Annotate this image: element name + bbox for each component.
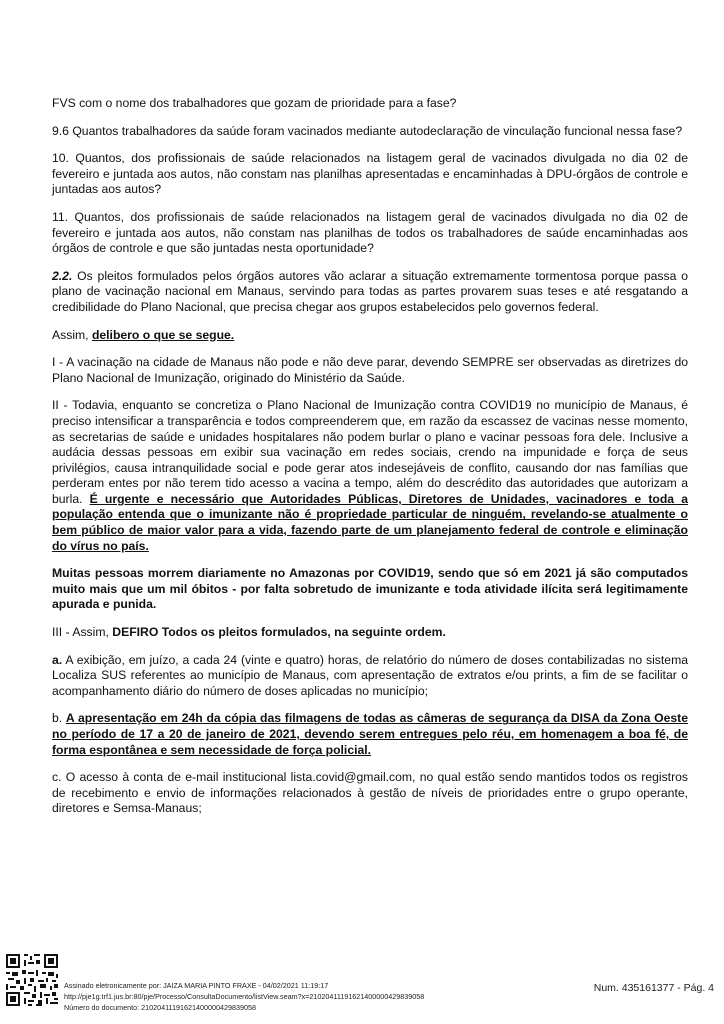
paragraph-iii-text: III - Assim, [52,625,113,640]
paragraph-a [52,653,688,700]
section-number: 2.2. [52,268,73,283]
paragraph-fvs: FVS com o nome dos trabalhadores que gozam de prioridade para a fase? [52,96,457,110]
item-a-text: A exibição, em juízo, a cada 24 (vinte e quatro) horas, de relatório do número de doses contabilizadas no sistema Localiza SUS referentes ao município de Manaus, com apresentação de extratos e/ou prints, a fim de se facilitar o acompanhamento diário do número de doses aplicadas no município; [52,652,688,698]
assim-text: Assim, [52,327,92,342]
paragraph-2-2-text: Os pleitos formulados pelos órgãos autores vão aclarar a situação extremamente tormentosa porque passa o plano de vacinação nacional em Manaus, servindo para todas as partes provarem suas teses e até resgatando a credibilidade do Plano Nacional, que precisa chegar aos grupos estabelecidos pelo governos federal. [52,268,688,314]
paragraph-covid-deaths: Muitas pessoas morrem diariamente no Amazonas por COVID19, sendo que só em 2021 já são computados muito mais que um mil óbitos - por falta sobretudo de imunizante e toda atividade ilícita será legitimamente apurada e punida. [52,566,688,612]
page-footer [0,952,724,1024]
document-number: Número do documento: 21020411191621400000429839058 [64,1003,256,1012]
delibero-text: delibero o que se segue. [91,327,235,342]
qr-code-icon [4,952,60,1008]
paragraph-2-2 [52,269,688,316]
item-a-label: a. [52,652,63,667]
signature-block [64,980,424,1013]
item-b-label: b. [52,711,66,726]
paragraph-c: c. O acesso à conta de e-mail institucional lista.covid@gmail.com, no qual estão sendo mantidos todos os registros de recebimento e envio de informações relacionados à gestão de níveis de prioridades entre o grupo operante, diretores e Semsa-Manaus; [52,770,688,816]
paragraph-i: I - A vacinação na cidade de Manaus não pode e não deve parar, devendo SEMPRE ser observadas as diretrizes do Plano Nacional de Imunização, originado do Ministério da Saúde. [52,355,688,385]
paragraph-ii [52,398,688,554]
paragraph-10: 10. Quantos, dos profissionais de saúde relacionados na listagem geral de vacinados divulgada no dia 02 de fevereiro e juntada aos autos, não constam nas planilhas apresentadas e encaminhadas à DPU-órgãos de controle e juntadas aos autos? [52,151,688,197]
document-body [52,96,688,829]
document-url: http://pje1g.trf1.jus.br:80/pje/Processo/ConsultaDocumento/listView.seam?x=21020411191621400000429839058 [64,992,425,1001]
page-number: Num. 435161377 - Pág. 4 [593,982,714,994]
signed-by: Assinado eletronicamente por: JAIZA MARIA PINTO FRAXE - 04/02/2021 11:19:17 [64,981,329,990]
paragraph-9-6: 9.6 Quantos trabalhadores da saúde foram vacinados mediante autodeclaração de vinculação funcional nessa fase? [52,123,683,138]
paragraph-ii-text: II - Todavia, enquanto se concretiza o Plano Nacional de Imunização contra COVID19 no município de Manaus, é preciso intensificar a transparência e todos compreenderem que, em razão da escassez de vacinas nesse momento, as secretarias de saúde e unidades hospitalares não podem burlar o plano e vacinar pessoas fora dele. Inclusive a audácia dessas pessoas em exibir sua vacinação em redes sociais, crendo na impunidade e força de seus privilégios, causa intranquilidade social e pode gerar atos indesejáveis de conflito, causando dor nas famílias que perderam entes por não terem tido acesso a vacina a tempo, além do descrédito das autoridades que autorizam a burla. [52,398,688,506]
paragraph-assim [52,328,688,344]
paragraph-b [52,711,688,758]
paragraph-ii-emphasis: É urgente e necessário que Autoridades Públicas, Diretores de Unidades, vacinadores e toda a população entenda que o imunizante não é propriedade particular de ninguém, revelando-se atualmente o bem público de maior valor para a vida, fazendo parte de um planejamento federal de controle e eliminação do vírus no país. [52,491,688,553]
paragraph-iii [52,625,688,641]
item-b-text: A apresentação em 24h da cópia das filmagens de todas as câmeras de segurança da DISA da Zona Oeste no período de 17 a 20 de janeiro de 2021, devendo serem entregues pelo réu, em homenagem a boa fé, de forma espontânea e sem necessidade de força policial. [52,711,688,757]
defiro-text: DEFIRO Todos os pleitos formulados, na seguinte ordem. [112,625,446,640]
paragraph-11: 11. Quantos, dos profissionais de saúde relacionados na listagem geral de vacinados divulgada no dia 02 de fevereiro e juntada aos autos, não constam nas planilhas de todos os trabalhadores de saúde encaminhadas aos órgãos de controle e que são juntadas nesta oportunidade? [52,209,688,256]
